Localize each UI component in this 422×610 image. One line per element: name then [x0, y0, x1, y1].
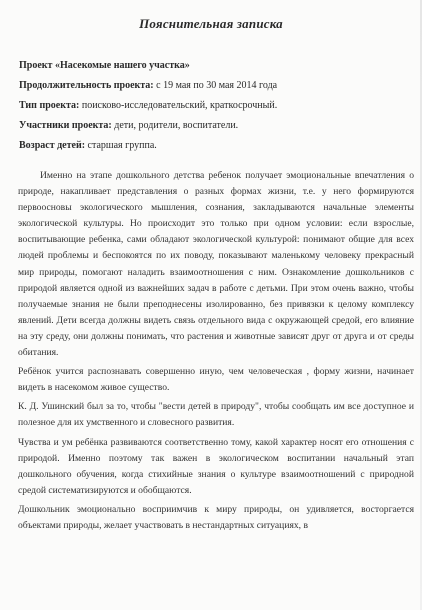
children-age-line [19, 136, 409, 156]
document-body [18, 168, 414, 534]
document-title: Пояснительная записка [139, 16, 283, 31]
meta-value: дети, родители, воспитатели. [111, 120, 239, 131]
meta-label: Возраст детей: [19, 140, 86, 151]
body-paragraph: Именно на этапе дошкольного детства ребенок получает эмоциональные впечатления о природе, накапливает представления о разных формах жизни, т.е. у него формируются первоосновы экологического мышления, сознания, закладываются начальные элементы экологической культуры. Но происходит это только при одном условии: если взрослые, воспитывающие ребенка, сами обладают экологической культурой: понимают общие для всех людей проблемы и беспокоятся по их поводу, показывают маленькому человеку прекрасный мир природы, помогают наладить взаимоотношения с ним. Ознакомление дошкольников с природой является одной из важнейших задач в работе с детьми. При этом очень важно, чтобы получаемые знания не были преподнесены изолированно, без привязки к целому комплексу явлений. Дети всегда должны видеть связь отдельного вида с окружающей средой, его влияние на эту среду, они должны понимать, что растения и животные зависят друг от друга и от среды обитания. [18, 170, 414, 359]
project-type-line [19, 96, 409, 116]
meta-value: с 19 мая по 30 мая 2014 года [153, 80, 278, 91]
project-name-line [19, 56, 409, 76]
body-paragraph: Ребёнок учится распознавать совершенно иную, чем человеческая , форму жизни, начинает видеть в насекомом живое существо. [18, 366, 414, 394]
meta-label: Проект «Насекомые нашего участка» [19, 60, 190, 71]
body-paragraph: К. Д. Ушинский был за то, чтобы "вести детей в природу", чтобы сообщать им все доступное и полезное для их умственного и словесного развития. [18, 401, 414, 429]
body-paragraph: Дошкольник эмоционально восприимчив к миру природы, он удивляется, восторгается объектами природы, желает участвовать в нестандартных ситуациях, в [18, 503, 414, 531]
meta-value: старшая группа. [85, 140, 157, 151]
meta-label: Продолжительность проекта: [19, 80, 154, 91]
meta-label: Тип проекта: [19, 100, 80, 111]
project-duration-line [19, 76, 409, 96]
project-participants-line [19, 116, 409, 136]
meta-value: поисково-исследовательский, краткосрочный. [79, 100, 278, 111]
body-paragraph: Чувства и ум ребёнка развиваются соответственно тому, какой характер носят его отношения с природой. Именно поэтому так важен в экологическом воспитании начальный этап дошкольного обучения, когда стихийные знания о культуре взаимоотношений с природной средой систематизируются и обобщаются. [18, 436, 414, 496]
project-info [19, 56, 409, 156]
meta-label: Участники проекта: [19, 120, 112, 131]
